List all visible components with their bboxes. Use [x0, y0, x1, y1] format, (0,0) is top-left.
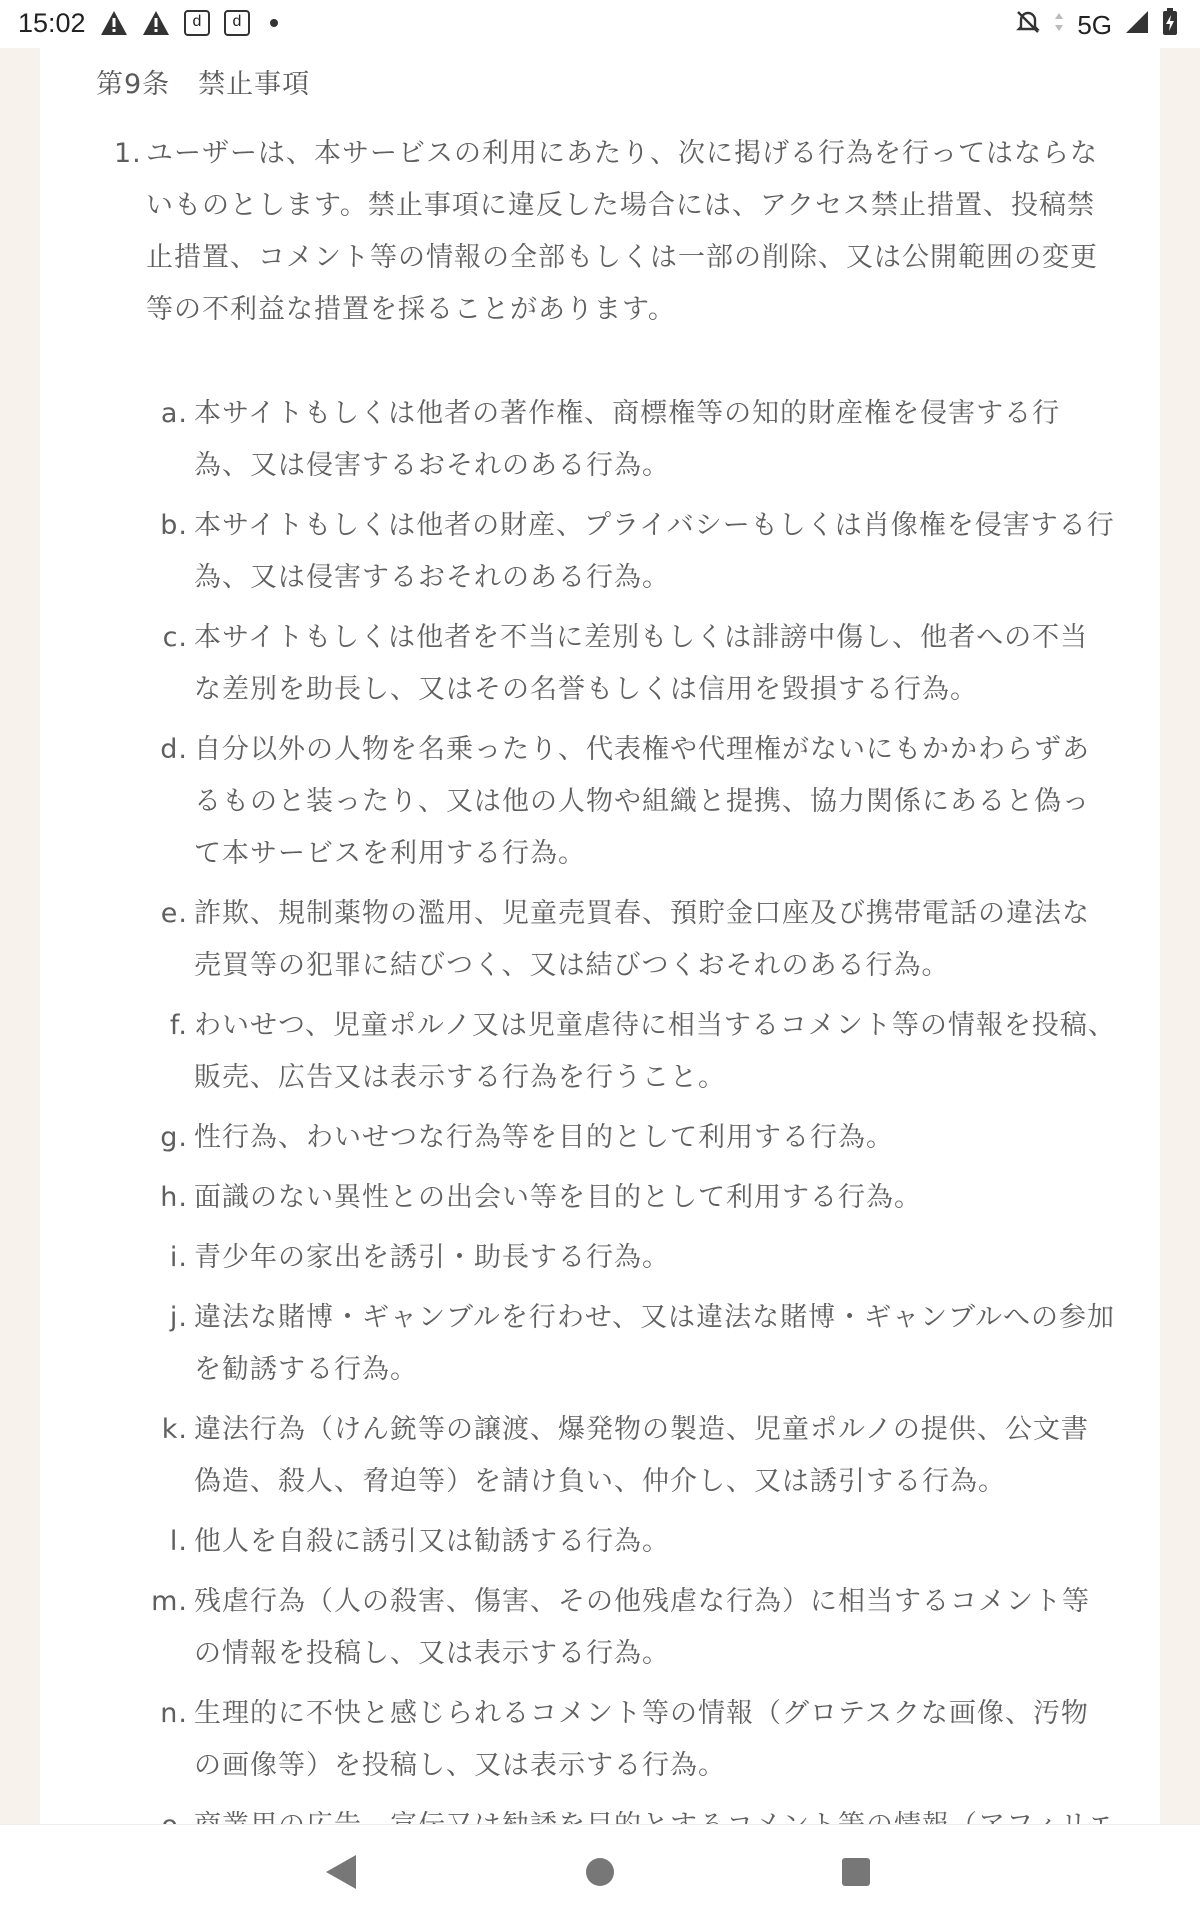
item-marker: m.	[151, 1586, 188, 1617]
content-sheet	[40, 48, 1160, 1824]
item-text: 生理的に不快と感じられるコメント等の情報（グロテスクな画像、汚物の画像等）を投稿し、又は表示する行為。	[194, 1698, 1089, 1781]
item-marker: n.	[160, 1698, 188, 1729]
mute-icon	[1015, 9, 1041, 42]
item-marker: i.	[169, 1242, 188, 1273]
item-text: 本サイトもしくは他者を不当に差別もしくは誹謗中傷し、他者への不当な差別を助長し、又はその名誉もしくは信用を毀損する行為。	[194, 622, 1089, 705]
item-marker: e.	[160, 898, 188, 929]
list-item	[116, 1404, 1116, 1508]
battery-icon	[1162, 8, 1178, 43]
item-text: 自分以外の人物を名乗ったり、代表権や代理権がないにもかかわらずあるものと装ったり、又は他の人物や組織と提携、協力関係にあると偽って本サービスを利用する行為。	[194, 734, 1090, 869]
list-item	[116, 1576, 1116, 1680]
item-text: 残虐行為（人の殺害、傷害、その他残虐な行為）に相当するコメント等の情報を投稿し、又は表示する行為。	[194, 1586, 1090, 1669]
home-button[interactable]	[586, 1858, 614, 1886]
list-item	[116, 1292, 1116, 1396]
signal-icon	[1124, 9, 1150, 42]
list-item	[116, 388, 1116, 492]
network-type: 5G	[1077, 10, 1112, 40]
list-item	[116, 1688, 1116, 1792]
paragraph-number: 1.	[114, 138, 142, 169]
item-marker: k.	[161, 1414, 188, 1445]
warning-icon	[142, 10, 170, 36]
d-app-icon: d	[224, 10, 250, 36]
system-icons	[1015, 8, 1178, 43]
list-item	[116, 1232, 1116, 1284]
data-arrows-icon	[1053, 9, 1065, 42]
item-text: 面識のない異性との出会い等を目的として利用する行為。	[194, 1182, 922, 1213]
prohibited-items-list	[116, 388, 1116, 1912]
item-text: 他人を自殺に誘引又は勧誘する行為。	[194, 1526, 670, 1557]
item-marker: h.	[160, 1182, 188, 1213]
notification-icons	[100, 10, 278, 36]
paragraph-1	[114, 128, 1114, 336]
item-text: 青少年の家出を誘引・助長する行為。	[194, 1242, 670, 1273]
item-marker: f.	[169, 1010, 188, 1041]
d-app-icon: d	[184, 10, 210, 36]
item-marker: d.	[160, 734, 188, 765]
item-text: 性行為、わいせつな行為等を目的として利用する行為。	[194, 1122, 894, 1153]
list-item	[116, 612, 1116, 716]
navigation-bar	[0, 1824, 1200, 1921]
article-title: 第9条 禁止事項	[96, 69, 311, 100]
item-text: 本サイトもしくは他者の著作権、商標権等の知的財産権を侵害する行為、又は侵害するおそれのある行為。	[194, 398, 1061, 481]
list-item	[116, 1000, 1116, 1104]
warning-icon	[100, 10, 128, 36]
item-marker: b.	[160, 510, 188, 541]
list-item	[116, 1112, 1116, 1164]
list-item	[116, 500, 1116, 604]
list-item	[116, 888, 1116, 992]
back-button[interactable]	[326, 1855, 356, 1889]
item-text: 本サイトもしくは他者の財産、プライバシーもしくは肖像権を侵害する行為、又は侵害するおそれのある行為。	[194, 510, 1115, 593]
item-marker: a.	[160, 398, 188, 429]
list-item	[116, 1172, 1116, 1224]
item-text: 違法な賭博・ギャンブルを行わせ、又は違法な賭博・ギャンブルへの参加を勧誘する行為。	[194, 1302, 1116, 1385]
recents-button[interactable]	[842, 1858, 870, 1886]
dot-icon	[270, 19, 278, 27]
item-marker: g.	[160, 1122, 188, 1153]
item-marker: l.	[169, 1526, 188, 1557]
item-text: わいせつ、児童ポルノ又は児童虐待に相当するコメント等の情報を投稿、販売、広告又は表示する行為を行うこと。	[194, 1010, 1116, 1093]
list-item	[116, 1516, 1116, 1568]
item-marker: c.	[162, 622, 188, 653]
paragraph-text: ユーザーは、本サービスの利用にあたり、次に掲げる行為を行ってはならないものとします。禁止事項に違反した場合には、アクセス禁止措置、投稿禁止措置、コメント等の情報の全部もしくは一部の削除、又は公開範囲の変更等の不利益な措置を採ることがあります。	[146, 138, 1098, 325]
list-item	[116, 724, 1116, 880]
status-bar	[0, 0, 1200, 48]
item-text: 詐欺、規制薬物の濫用、児童売買春、預貯金口座及び携帯電話の違法な売買等の犯罪に結びつく、又は結びつくおそれのある行為。	[194, 898, 1090, 981]
item-marker: j.	[169, 1302, 188, 1333]
item-text: 違法行為（けん銃等の譲渡、爆発物の製造、児童ポルノの提供、公文書偽造、殺人、脅迫等）を請け負い、仲介し、又は誘引する行為。	[194, 1414, 1089, 1497]
clock: 15:02	[18, 8, 86, 38]
